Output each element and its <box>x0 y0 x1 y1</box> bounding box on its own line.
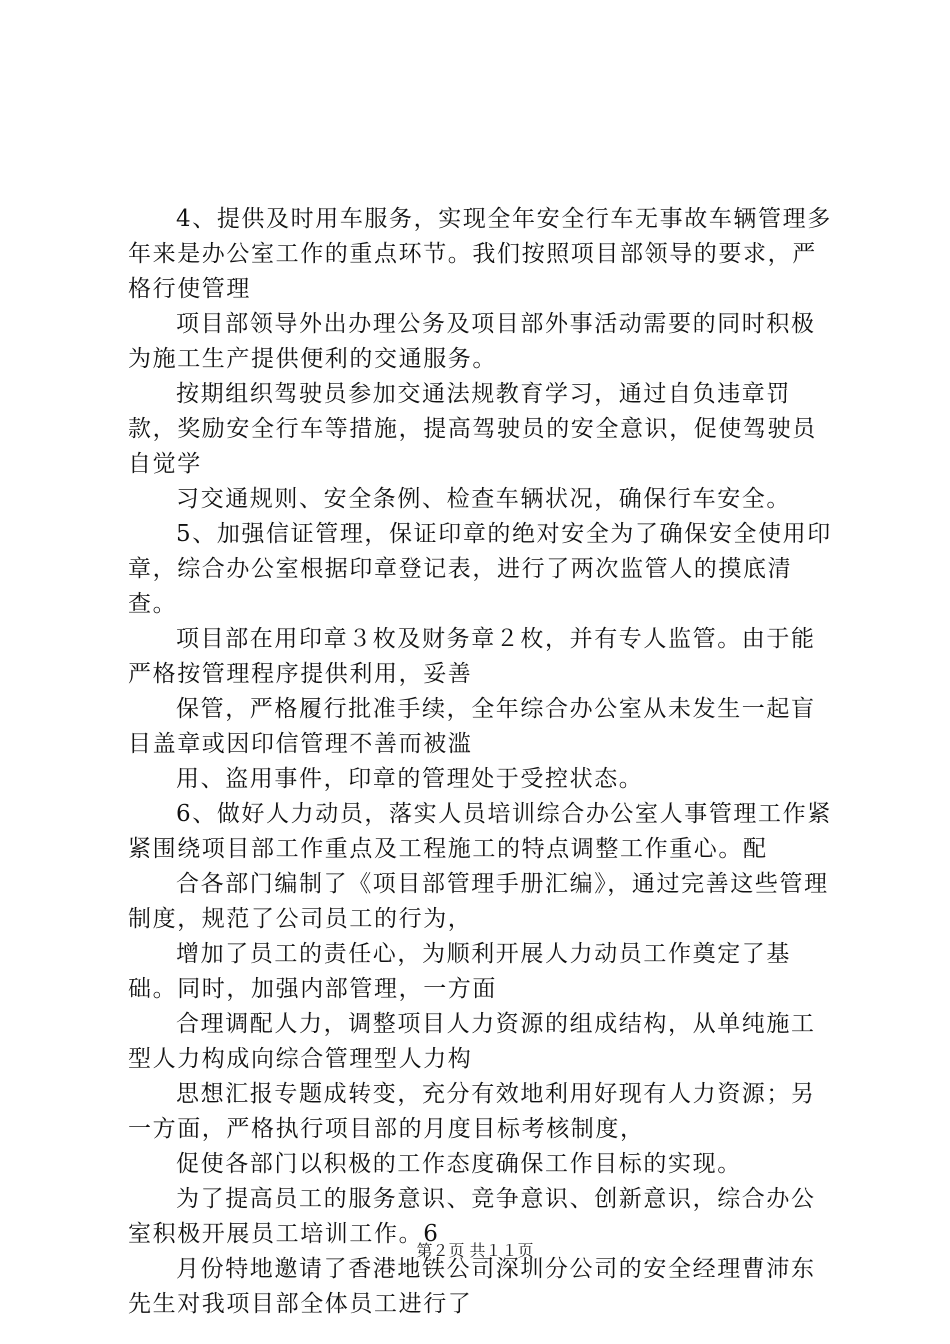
paragraph-5: 5、加强信证管理，保证印章的绝对安全为了确保安全使用印章，综合办公室根据印章登记表，进行了两次监管人的摸底清查。 <box>128 521 832 617</box>
paragraph-15: 为了提高员工的服务意识、竞争意识、创新意识，综合办公室积极开展员工培训工作。6 <box>128 1186 816 1247</box>
paragraph-11: 增加了员工的责任心，为顺利开展人力动员工作奠定了基础。同时，加强内部管理，一方面 <box>128 941 791 1002</box>
paragraph-7: 保管，严格履行批准手续，全年综合办公室从未发生一起盲目盖章或因印信管理不善而被滥 <box>128 696 816 757</box>
paragraph-13: 思想汇报专题成转变，充分有效地利用好现有人力资源；另一方面，严格执行项目部的月度目标考核制度， <box>128 1081 816 1142</box>
paragraph-12: 合理调配人力，调整项目人力资源的组成结构，从单纯施工型人力构成向综合管理型人力构 <box>128 1011 816 1072</box>
paragraph-4: 习交通规则、安全条例、检查车辆状况，确保行车安全。 <box>176 486 791 512</box>
paragraph-10: 合各部门编制了《项目部管理手册汇编》，通过完善这些管理制度，规范了公司员工的行为， <box>128 871 829 932</box>
paragraph-14: 促使各部门以积极的工作态度确保工作目标的实现。 <box>176 1151 742 1177</box>
paragraph-6: 项目部在用印章３枚及财务章２枚，并有专人监管。由于能严格按管理程序提供利用，妥善 <box>128 626 816 687</box>
paragraph-16: 月份特地邀请了香港地铁公司深圳分公司的安全经理曹沛东先生对我项目部全体员工进行了 <box>128 1256 816 1317</box>
paragraph-9: 6、做好人力动员，落实人员培训综合办公室人事管理工作紧紧围绕项目部工作重点及工程施工的特点调整工作重心。配 <box>128 801 832 862</box>
paragraph-3: 按期组织驾驶员参加交通法规教育学习，通过自负违章罚款，奖励安全行车等措施，提高驾驶员的安全意识，促使驾驶员自觉学 <box>128 381 817 477</box>
page-footer: 第２页 共１１页 <box>416 1241 534 1260</box>
paragraph-2: 项目部领导外出办理公务及项目部外事活动需要的同时积极为施工生产提供便利的交通服务。 <box>128 311 816 372</box>
paragraph-8: 用、盗用事件，印章的管理处于受控状态。 <box>176 766 644 792</box>
paragraph-1: 4、提供及时用车服务，实现全年安全行车无事故车辆管理多年来是办公室工作的重点环节。我们按照项目部领导的要求，严格行使管理 <box>128 206 832 302</box>
document-body <box>128 202 840 1322</box>
